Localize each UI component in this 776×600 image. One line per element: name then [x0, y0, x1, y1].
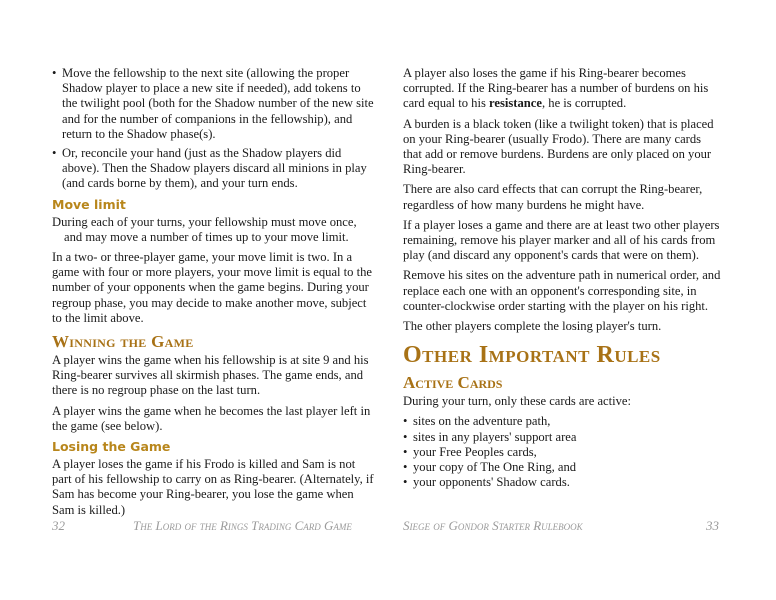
corruption-paragraph: [403, 66, 721, 112]
corruption-text: A player also loses the game if his Ring-bearer becomes corrupted. If the Ring-bearer has a number of burdens on his card equal to his: [403, 66, 709, 111]
move-limit-paragraph: In a two- or three-player game, your move limit is two. In a game with four or more players, your move limit is equal to the number of your opponents when the game begins. During your regroup phase, you may decide to make another move, subject to the limit above.: [52, 250, 373, 325]
move-limit-heading: Move limit: [52, 196, 126, 212]
complete-turn-paragraph: The other players complete the losing player's turn.: [403, 319, 662, 334]
move-limit-paragraph: During each of your turns, your fellowship must move once, and may move a number of times up to your move limit.: [52, 214, 357, 244]
list-item: • your opponents' Shadow cards.: [403, 475, 721, 490]
active-cards-intro: During your turn, only these cards are active:: [403, 394, 632, 409]
active-cards-list: [403, 414, 721, 490]
list-item: • Move the fellowship to the next site (allowing the proper Shadow player to place a new site if needed), add tokens to the twilight pool (both for the Shadow number of the new site and for the number of companions in the fellowship), and return to the Shadow phase(s).: [52, 66, 374, 142]
losing-heading: Losing the Game: [52, 439, 171, 455]
list-item: • your Free Peoples cards,: [403, 445, 721, 460]
left-running-title: The Lord of the Rings Trading Card Game: [133, 518, 352, 533]
site-replacement-paragraph: Remove his sites on the adventure path in numerical order, and replace each one with an opponent's corresponding site, in counter-clockwise order starting with the player on his right.: [403, 268, 721, 313]
losing-paragraph: A player loses the game if his Frodo is killed and Sam is not part of his fellowship to carry on as Ring-bearer. (Alternately, if Sam has become your Ring-bearer, you lose the game when Sam is killed.): [52, 457, 374, 517]
right-column: [403, 66, 721, 495]
phase-options-list: [52, 66, 374, 192]
right-running-title: Siege of Gondor Starter Rulebook: [403, 518, 583, 533]
player-removal-paragraph: If a player loses a game and there are at least two other players remaining, remove his player marker and all of his cards from play (and discard any opponent's cards that were on them).: [403, 217, 720, 263]
winning-paragraph: A player wins the game when he becomes the last player left in the game (see below).: [52, 403, 371, 433]
other-rules-heading: Other Important Rules: [403, 342, 661, 369]
corruption-text-end: , he is corrupted.: [541, 96, 627, 111]
left-column: [52, 66, 374, 523]
left-page-number: 32: [52, 518, 65, 533]
list-item: • sites on the adventure path,: [403, 414, 721, 429]
card-effects-paragraph: There are also card effects that can corrupt the Ring-bearer, regardless of how many burdens he might have.: [403, 182, 703, 212]
burden-paragraph: A burden is a black token (like a twilight token) that is placed on your Ring-bearer (usually Frodo). There are many cards that add or remove burdens. Burdens are only placed on your Ring-bearer.: [403, 116, 714, 177]
active-cards-heading: Active Cards: [403, 373, 503, 393]
winning-heading: Winning the Game: [52, 332, 194, 352]
resistance-term: resistance: [489, 96, 542, 111]
list-item: • sites in any players' support area: [403, 430, 721, 445]
right-page-number: 33: [706, 518, 719, 533]
list-item: • Or, reconcile your hand (just as the Shadow players did above). Then the Shadow players discard all minions in play (and cards borne by them), and your turn ends.: [52, 146, 374, 192]
winning-paragraph: A player wins the game when his fellowship is at site 9 and his Ring-bearer survives all skirmish phases. The game ends, and there is no regroup phase on the last turn.: [52, 353, 369, 398]
list-item: • your copy of The One Ring, and: [403, 460, 721, 475]
